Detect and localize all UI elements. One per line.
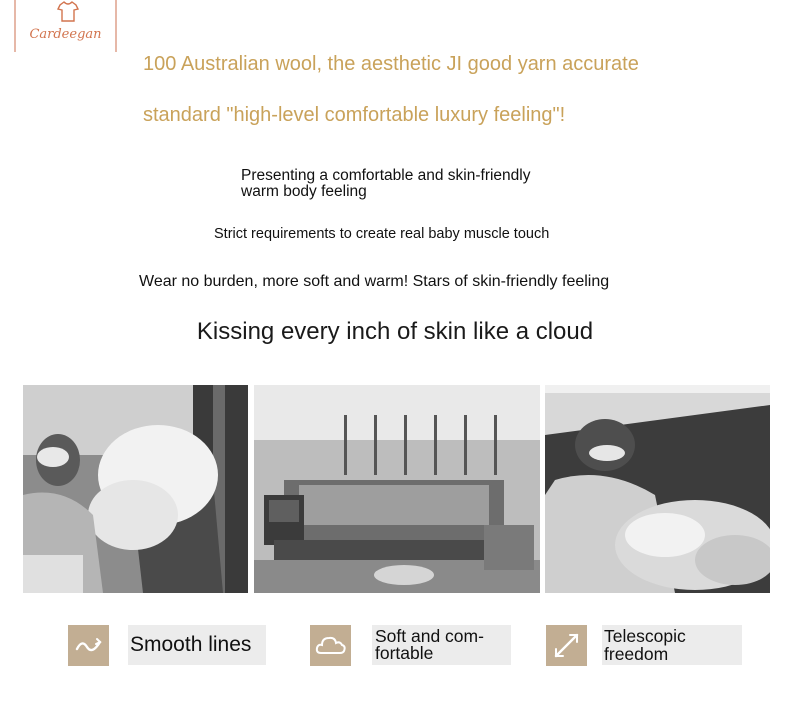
knitting-machine-photo xyxy=(254,385,540,593)
copy-line-1: Presenting a comfortable and skin-friendly warm body feeling xyxy=(241,167,531,200)
copy-line-2: Strict requirements to create real baby muscle touch xyxy=(214,226,550,242)
brand-logo xyxy=(14,0,117,52)
feature-label-smooth-lines: Smooth lines xyxy=(128,625,266,665)
cloud-icon xyxy=(310,625,351,666)
headline-line-1: 100 Australian wool, the aesthetic JI good yarn accurate xyxy=(143,53,639,75)
headline-line-2: standard "high-level comfortable luxury feeling"! xyxy=(143,104,566,126)
feature-label-telescopic-freedom: Telescopic freedom xyxy=(602,625,742,665)
tshirt-icon xyxy=(56,0,80,24)
logo-text: Cardeegan xyxy=(29,27,102,42)
copy-line-3: Wear no burden, more soft and warm! Stars of skin-friendly feeling xyxy=(139,273,610,290)
section-title: Kissing every inch of skin like a cloud xyxy=(196,318,594,345)
wool-inspection-photo xyxy=(545,385,770,593)
wave-line-icon xyxy=(68,625,109,666)
feature-label-soft-comfortable: Soft and com-fortable xyxy=(372,625,511,665)
wool-sorting-photo xyxy=(23,385,248,593)
diagonal-stretch-icon xyxy=(546,625,587,666)
